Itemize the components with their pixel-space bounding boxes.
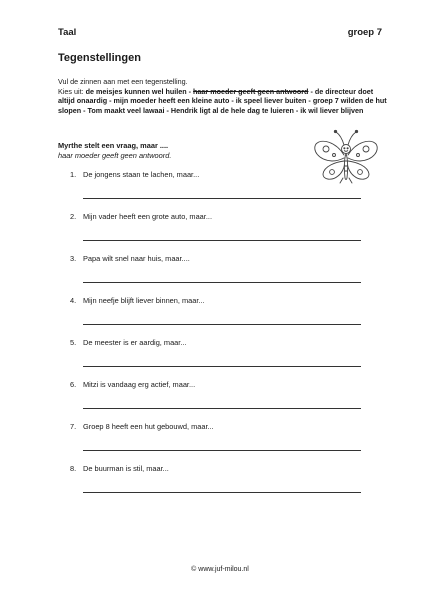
example <box>58 141 171 161</box>
page-title: Tegenstellingen <box>58 52 141 64</box>
question-item <box>70 338 370 380</box>
question-number: 2. <box>70 212 77 221</box>
choice-struck: haar moeder geeft geen antwoord <box>193 86 309 96</box>
question-number: 4. <box>70 296 77 305</box>
instructions <box>58 77 388 115</box>
example-answer: haar moeder geeft geen antwoord. <box>58 151 172 160</box>
choice-1: de meisjes kunnen wel huilen <box>85 86 187 96</box>
question-number: 1. <box>70 170 77 179</box>
footer-copyright[interactable]: © www.juf-milou.nl <box>191 566 249 573</box>
choices <box>58 87 388 116</box>
question-text: De jongens staan te lachen, maar... <box>83 170 200 179</box>
question-item <box>70 380 370 422</box>
answer-line[interactable] <box>83 408 361 409</box>
choice-rest: de directeur doet altijd onaardig - mijn moeder heeft een kleine auto - ik speel liever buiten - groep 7 wilden de hut slopen - Tom maakt veel lawaai - Hendrik ligt al de hele dag te luieren - ik wil liever blijven <box>58 86 387 115</box>
question-number: 6. <box>70 380 77 389</box>
choice-separator-2: - <box>308 86 315 96</box>
answer-line[interactable] <box>83 198 361 199</box>
question-text: De buurman is stil, maar... <box>83 464 169 473</box>
question-number: 5. <box>70 338 77 347</box>
answer-line[interactable] <box>83 324 361 325</box>
question-item <box>70 296 370 338</box>
question-text: Mitzi is vandaag erg actief, maar... <box>83 380 196 389</box>
answer-line[interactable] <box>83 450 361 451</box>
answer-line[interactable] <box>83 492 361 493</box>
choose-label: Kies uit: <box>58 86 84 96</box>
header-group: groep 7 <box>347 27 382 38</box>
example-question: Myrthe stelt een vraag, maar .... <box>58 141 169 150</box>
instructions-line: Vul de zinnen aan met een tegenstelling. <box>58 77 188 86</box>
question-item <box>70 422 370 464</box>
question-number: 8. <box>70 464 77 473</box>
question-text: Mijn vader heeft een grote auto, maar... <box>83 212 213 221</box>
question-text: De meester is er aardig, maar... <box>83 338 187 347</box>
question-list <box>70 170 370 506</box>
question-text: Groep 8 heeft een hut gebouwd, maar... <box>83 422 214 431</box>
question-item <box>70 254 370 296</box>
header-subject: Taal <box>58 27 77 38</box>
answer-line[interactable] <box>83 240 361 241</box>
question-item <box>70 464 370 506</box>
choice-separator: - <box>186 86 194 96</box>
question-item <box>70 212 370 254</box>
question-item <box>70 170 370 212</box>
question-text: Mijn neefje blijft liever binnen, maar... <box>83 296 205 305</box>
answer-line[interactable] <box>83 282 361 283</box>
question-text: Papa wilt snel naar huis, maar.... <box>83 254 190 263</box>
question-number: 3. <box>70 254 77 263</box>
question-number: 7. <box>70 422 77 431</box>
answer-line[interactable] <box>83 366 361 367</box>
